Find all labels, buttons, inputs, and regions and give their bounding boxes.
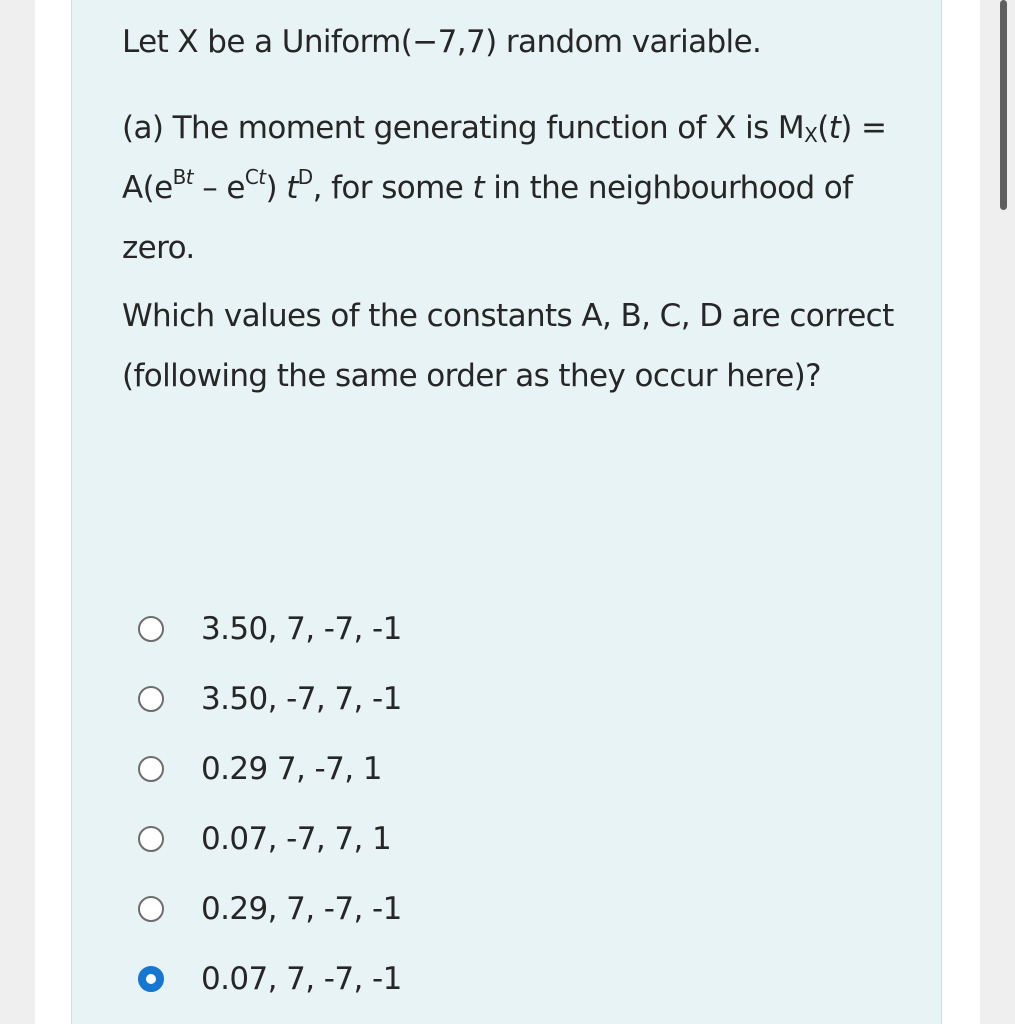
mgf-equals: ) = A(e — [122, 110, 887, 206]
radio-button[interactable] — [138, 896, 164, 922]
exp-b: B — [172, 165, 186, 189]
exp-d: D — [297, 165, 313, 189]
option-5[interactable] — [138, 889, 698, 929]
radio-button[interactable] — [138, 616, 164, 642]
question-part-a — [122, 98, 902, 278]
radio-button[interactable] — [138, 756, 164, 782]
option-label: 0.07, 7, -7, -1 — [201, 961, 402, 997]
option-1[interactable] — [138, 609, 698, 649]
exp-c: C — [244, 165, 259, 189]
exp-t1: t — [185, 165, 193, 189]
option-6[interactable] — [138, 959, 698, 999]
question-prompt: Which values of the constants A, B, C, D are correct (following the same order as they occur here)? — [122, 298, 894, 394]
exp-t2: t — [258, 165, 266, 189]
for-some: , for some — [312, 170, 473, 206]
part-a-suffix: in the neighbourhood of zero. — [122, 170, 853, 266]
option-2[interactable] — [138, 679, 698, 719]
mgf-subscript: X — [804, 123, 818, 147]
scrollbar[interactable] — [1000, 0, 1007, 210]
option-label: 0.29 7, -7, 1 — [201, 751, 382, 787]
option-label: 0.07, -7, 7, 1 — [201, 821, 392, 857]
power-t: t — [286, 170, 298, 206]
option-4[interactable] — [138, 819, 698, 859]
minus-e: – e — [192, 170, 245, 206]
option-label: 3.50, -7, 7, -1 — [201, 681, 402, 717]
radio-button[interactable] — [138, 826, 164, 852]
radio-button-selected[interactable] — [138, 966, 164, 992]
mgf-t: t — [828, 110, 841, 146]
mgf-open: ( — [817, 110, 829, 146]
option-3[interactable] — [138, 749, 698, 789]
question-intro: Let X be a Uniform(−7,7) random variable. — [122, 24, 762, 60]
option-label: 3.50, 7, -7, -1 — [201, 611, 402, 647]
part-a-prefix: (a) The moment generating function of X is M — [122, 110, 805, 146]
option-label: 0.29, 7, -7, -1 — [201, 891, 402, 927]
close-paren: ) — [265, 170, 277, 206]
radio-button[interactable] — [138, 686, 164, 712]
t-neighbourhood: t — [472, 170, 485, 206]
